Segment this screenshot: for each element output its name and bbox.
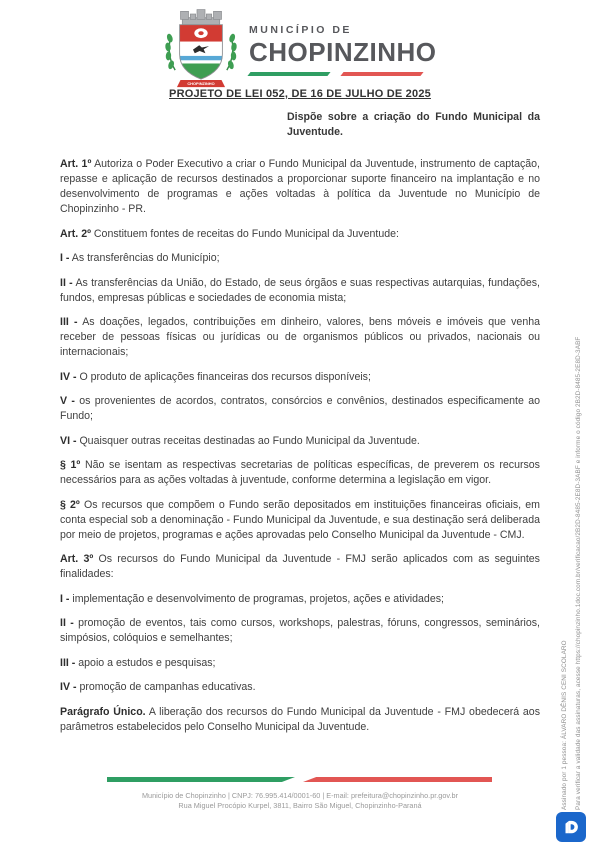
paragraph-lead: Art. 1º: [60, 158, 92, 170]
coat-of-arms-icon: [156, 6, 246, 88]
paragraph: [60, 251, 540, 266]
paragraph-lead: V -: [60, 395, 75, 407]
paragraph: [60, 680, 540, 695]
paragraph-text: O produto de aplicações financeiras dos recursos disponíveis;: [79, 370, 371, 383]
paragraph: [60, 434, 540, 449]
municipality-brand: [249, 24, 437, 76]
paragraph: [60, 458, 540, 488]
paragraph-text: Quaisquer outras receitas destinadas ao Fundo Municipal da Juventude.: [79, 434, 420, 447]
paragraph: [60, 552, 540, 582]
municipality-small-label: MUNICÍPIO DE: [249, 24, 352, 36]
paragraph: [60, 616, 540, 646]
footer-green-ribbon: [107, 777, 295, 782]
municipal-coat-of-arms: [156, 6, 246, 93]
paragraph-text: As doações, legados, contribuições em dinheiro, valores, bens móveis e imóveis que venha receber de pessoas físicas ou jurídicas ou de organismos públicos ou privados, nacionais ou internacionais;: [60, 316, 540, 358]
paragraph-text: os provenientes de acordos, contratos, consórcios e convênios, destinados especificamente ao Fundo;: [60, 395, 540, 422]
paragraph-lead: Parágrafo Único.: [60, 705, 146, 718]
paragraph-lead: IV -: [60, 681, 77, 693]
paragraph-lead: III -: [60, 316, 78, 328]
paragraph-text: Constituem fontes de receitas do Fundo Municipal da Juventude:: [93, 227, 399, 240]
paragraph: [60, 705, 540, 735]
document-body: [60, 157, 540, 744]
brand-stripes: [249, 72, 437, 76]
crest-ribbon-label: CHOPINZINHO: [187, 80, 215, 86]
paragraph-lead: Art. 2º: [60, 227, 91, 240]
1doc-logo: [556, 812, 586, 842]
paragraph-lead: I -: [60, 592, 70, 605]
paragraph-text: implementação e desenvolvimento de programas, projetos, ações e atividades;: [72, 592, 444, 605]
paragraph-text: A liberação dos recursos do Fundo Municipal da Juventude - FMJ obedecerá aos parâmetros estabelecidos pelo Conselho Municipal da Juventude.: [60, 705, 540, 733]
paragraph-lead: VI -: [60, 434, 77, 447]
paragraph-text: As transferências do Município;: [71, 252, 220, 264]
paragraph-lead: II -: [60, 617, 74, 629]
signature-signer-text: Assinado por 1 pessoa: ÁLVARO DÊNIS CENI SCOLARO: [561, 640, 568, 810]
paragraph: [60, 157, 540, 217]
footer-red-ribbon: [303, 777, 492, 782]
paragraph-lead: IV -: [60, 370, 77, 383]
paragraph-lead: I -: [60, 252, 70, 264]
paragraph: [60, 592, 540, 607]
paragraph: [60, 315, 540, 360]
green-stripe: [247, 72, 330, 76]
footer: [40, 791, 560, 811]
paragraph-text: Os recursos que compõem o Fundo serão depositados em instituições financeiras oficiais, em conta especial sob a denominação - Fundo Municipal da Juventude, e sua destinação será deliberada por meio de projetos, programas e ações aprovadas pelo Conselho Municipal da Juventude - CMJ.: [60, 498, 540, 541]
paragraph: [60, 227, 540, 242]
paragraph: [60, 394, 540, 424]
epigraph: Dispõe sobre a criação do Fundo Municipal da Juventude.: [287, 111, 540, 138]
1doc-logo-icon: [560, 816, 582, 838]
mural-crown-icon: [181, 10, 222, 25]
paragraph-lead: II -: [60, 276, 73, 289]
paragraph-text: Autoriza o Poder Executivo a criar o Fundo Municipal da Juventude, instrumento de captação, repasse e aplicação de recursos destinados a proporcionar suporte financeiro na implantação e no desenvolvimento de programas e ações voltadas à política da Juventude no Município de Chopinzinho - PR.: [60, 158, 540, 215]
paragraph-lead: § 2º: [60, 498, 80, 511]
paragraph: [60, 498, 540, 543]
paragraph: [60, 656, 540, 671]
paragraph-text: Os recursos do Fundo Municipal da Juventude - FMJ serão aplicados com as seguintes finalidades:: [60, 553, 540, 580]
document-title: PROJETO DE LEI 052, DE 16 DE JULHO DE 2025: [169, 88, 431, 100]
footer-contact-line: Município de Chopinzinho | CNPJ: 76.995.414/0001-60 | E-mail: prefeitura@chopinzinho.pr.gov.br: [141, 791, 459, 800]
footer-address-line: Rua Miguel Procópio Kurpel, 3811, Bairro São Miguel, Chopinzinho-Paraná: [178, 801, 422, 810]
paragraph-lead: § 1º: [60, 459, 81, 471]
paragraph-lead: III -: [60, 656, 76, 669]
paragraph-lead: Art. 3º: [60, 553, 94, 565]
municipality-name: CHOPINZINHO: [249, 37, 437, 67]
paragraph-text: promoção de campanhas educativas.: [79, 681, 256, 693]
paragraph-text: Não se isentam as respectivas secretarias de políticas específicas, de preverem os recursos necessários para as ações voltadas à juventude, conforme determina a legislação em vigor.: [60, 459, 540, 486]
paragraph-text: As transferências da União, do Estado, de seus órgãos e suas respectivas autarquias, fundações, fundos, empresas públicas e sociedades de economia mista;: [60, 276, 540, 304]
red-stripe: [340, 72, 423, 76]
paragraph-text: apoio a estudos e pesquisas;: [78, 656, 216, 669]
paragraph: [60, 276, 540, 306]
paragraph: [60, 370, 540, 385]
signature-verification-text: Para verificar a validade das assinaturas, acesse https://chopinzinho.1doc.com.br/verificacao/2B2D-8485-2E8D-3ABF e informe o código 2B2D-8485-2E8D-3ABF: [575, 336, 582, 810]
paragraph-text: promoção de eventos, tais como cursos, workshops, palestras, fóruns, congressos, seminários, simpósios, colóquios e semelhantes;: [60, 617, 540, 644]
